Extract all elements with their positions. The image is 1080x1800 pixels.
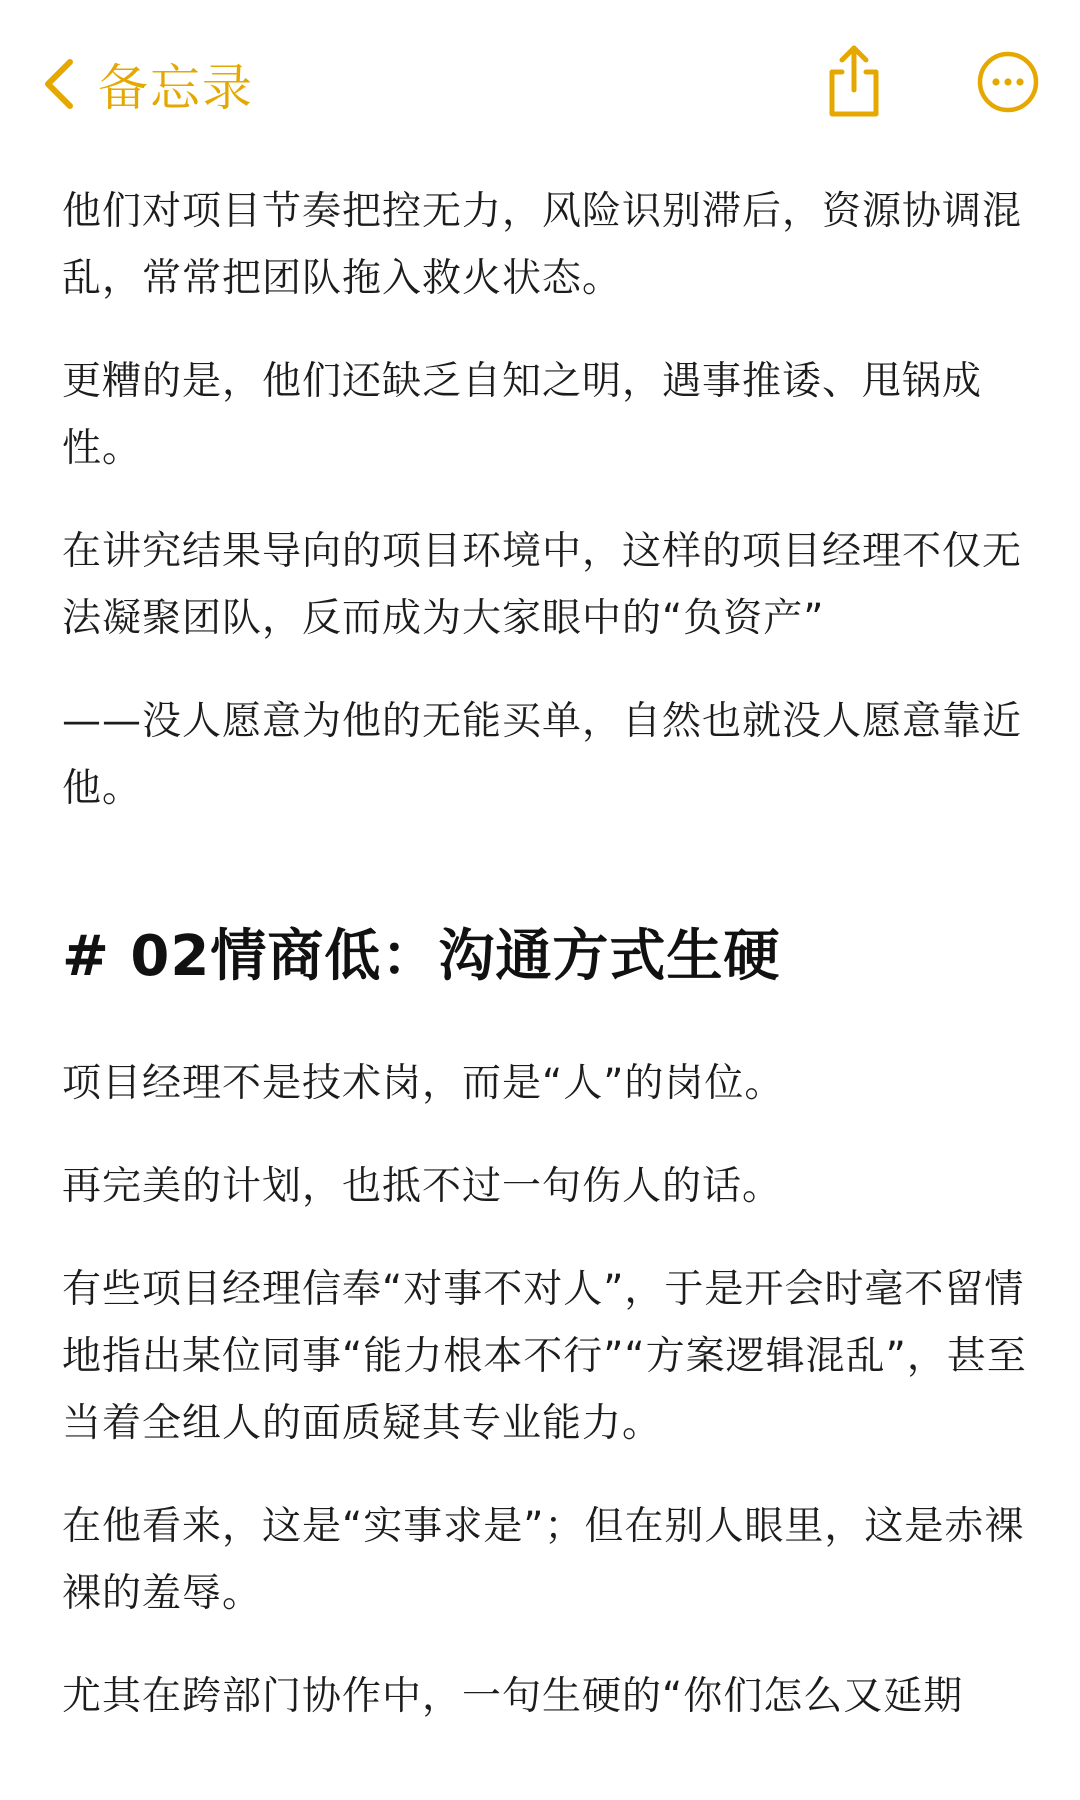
note-paragraph: 他们对项目节奏把控无力，风险识别滞后，资源协调混乱，常常把团队拖入救火状态。 (62, 189, 1023, 301)
more-button[interactable] (976, 50, 1040, 114)
note-paragraph: ——没人愿意为他的无能买单，自然也就没人愿意靠近他。 (62, 699, 1023, 811)
note-paragraph: 项目经理不是技术岗，而是“人”的岗位。 (62, 1061, 785, 1106)
navigation-bar (0, 0, 1080, 160)
more-icon (976, 50, 1040, 114)
share-icon (822, 42, 886, 118)
note-paragraph: 更糟的是，他们还缺乏自知之明，遇事推诿、甩锅成性。 (62, 359, 983, 471)
section-heading: # 02情商低：沟通方式生硬 (62, 924, 781, 989)
note-body[interactable] (62, 178, 1042, 1766)
note-paragraph: 在他看来，这是“实事求是”；但在别人眼里，这是赤裸裸的羞辱。 (62, 1504, 1025, 1616)
note-paragraph: 有些项目经理信奉“对事不对人”，于是开会时毫不留情地指出某位同事“能力根本不行”“方案逻辑混乱”，甚至当着全组人的面质疑其专业能力。 (62, 1267, 1027, 1446)
back-button[interactable] (40, 44, 254, 124)
note-paragraph: 在讲究结果导向的项目环境中，这样的项目经理不仅无法凝聚团队，反而成为大家眼中的“负资产” (62, 529, 1023, 641)
share-button[interactable] (822, 42, 886, 118)
note-paragraph: 再完美的计划，也抵不过一句伤人的话。 (62, 1164, 783, 1209)
note-paragraph: 尤其在跨部门协作中，一句生硬的“你们怎么又延期 (62, 1674, 964, 1719)
back-label: 备忘录 (98, 59, 254, 117)
chevron-left-icon (40, 56, 80, 112)
